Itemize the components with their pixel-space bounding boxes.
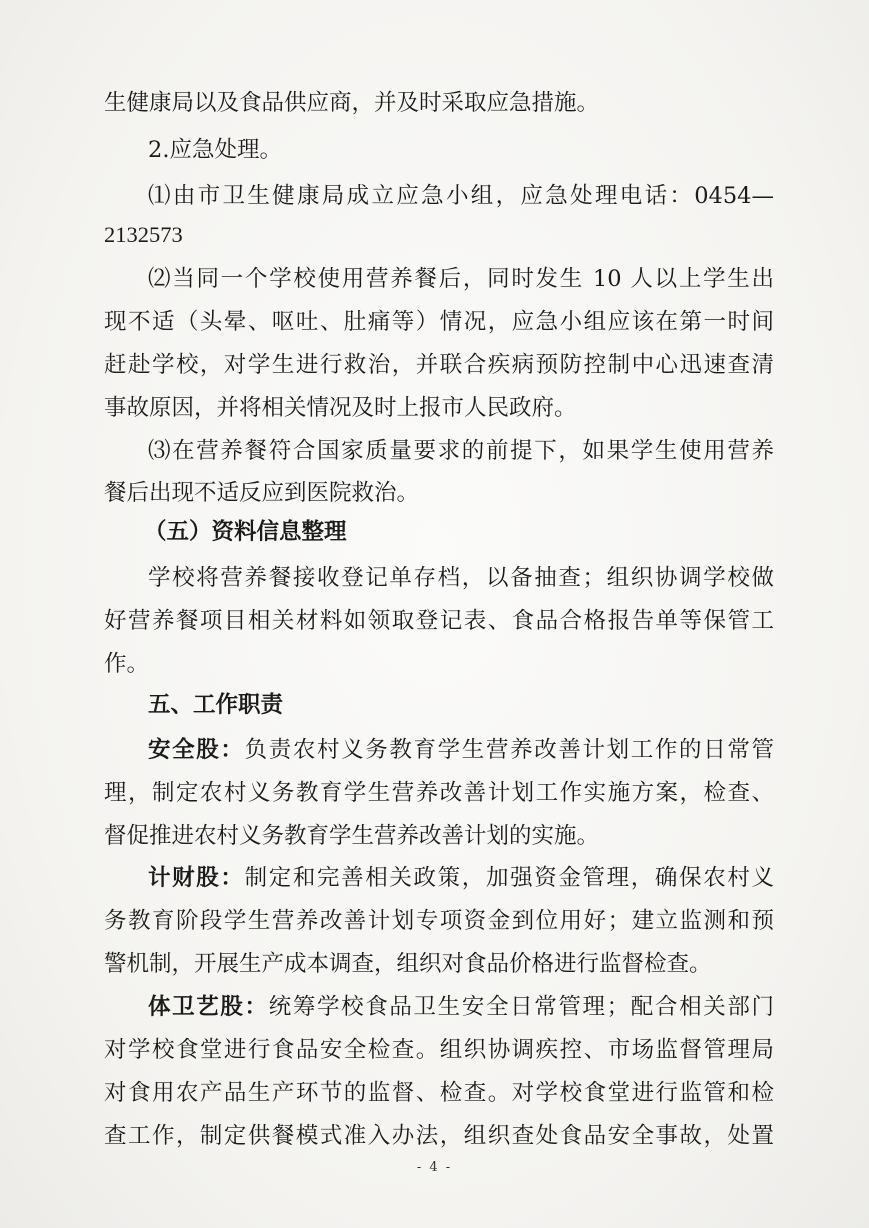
paragraph-line: 对学校食堂进行食品安全检查。组织协调疾控、市场监督管理局 xyxy=(104,1037,774,1063)
paragraph-line: 餐后出现不适反应到医院救治。 xyxy=(104,480,420,506)
paragraph-line: 务教育阶段学生营养改善计划专项资金到位用好；建立监测和预 xyxy=(104,908,774,934)
paragraph-line: 警机制，开展生产成本调查，组织对食品价格进行监督检查。 xyxy=(104,951,712,977)
paragraph-line: 督促推进农村义务教育学生营养改善计划的实施。 xyxy=(104,823,600,849)
paragraph-line xyxy=(148,735,774,765)
paragraph-line: 生健康局以及食品供应商，并及时采取应急措施。 xyxy=(104,90,600,116)
paragraph-line: 赶赴学校，对学生进行救治，并联合疾病预防控制中心迅速查清 xyxy=(104,352,774,378)
paragraph-line: ⑶在营养餐符合国家质量要求的前提下，如果学生使用营养 xyxy=(148,438,774,464)
paragraph-line: 2132573 xyxy=(104,222,183,247)
dept-label: 计财股： xyxy=(148,865,245,891)
paragraph-line: 对食用农产品生产环节的监督、检查。对学校食堂进行监管和检 xyxy=(104,1080,774,1106)
paragraph-line: ⑵当同一个学校使用营养餐后，同时发生 10 人以上学生出 xyxy=(148,266,774,292)
paragraph-line: 现不适（头晕、呕吐、肚痛等）情况，应急小组应该在第一时间 xyxy=(104,309,774,335)
dept-label: 体卫艺股： xyxy=(148,994,269,1020)
dept-text: 负责农村义务教育学生营养改善计划工作的日常管 xyxy=(244,737,774,763)
paragraph-line: 作。 xyxy=(104,651,150,677)
page-number: - 4 - xyxy=(416,1160,453,1175)
section-heading: （五）资料信息整理 xyxy=(144,519,347,545)
chapter-heading: 五、工作职责 xyxy=(148,692,284,718)
paragraph-line: 学校将营养餐接收登记单存档，以备抽查；组织协调学校做 xyxy=(148,565,774,591)
dept-text: 制定和完善相关政策，加强资金管理，确保农村义 xyxy=(244,865,774,891)
paragraph-line xyxy=(148,992,774,1022)
dept-label: 安全股： xyxy=(148,737,245,763)
paragraph-line: 好营养餐项目相关材料如领取登记表、食品合格报告单等保管工 xyxy=(104,608,774,634)
paragraph-line: 理，制定农村义务教育学生营养改善计划工作实施方案，检查、 xyxy=(104,780,774,806)
paragraph-line: 查工作，制定供餐模式准入办法，组织查处食品安全事故，处置 xyxy=(104,1123,774,1149)
paragraph-line: 事故原因，并将相关情况及时上报市人民政府。 xyxy=(104,395,577,421)
section-heading: 2.应急处理。 xyxy=(148,137,282,163)
dept-text: 统筹学校食品卫生安全日常管理；配合相关部门 xyxy=(268,994,774,1020)
paragraph-line xyxy=(148,863,774,893)
paragraph-line: ⑴由市卫生健康局成立应急小组，应急处理电话：0454— xyxy=(148,183,774,209)
